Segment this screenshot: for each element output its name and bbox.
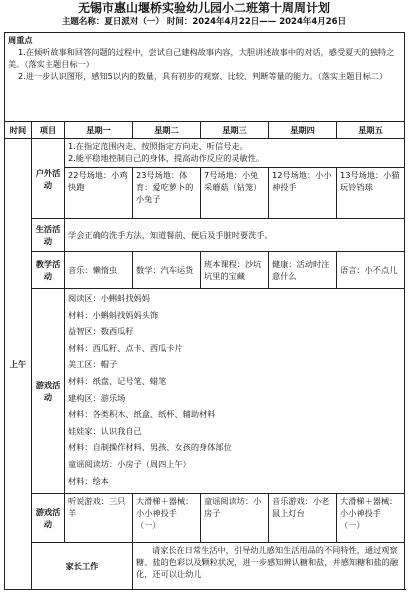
col-item: 项目 bbox=[32, 122, 65, 139]
game2-fri: 大滑梯＋器械：小小神投手（一） bbox=[337, 494, 405, 543]
outdoor-wed: 7号场地：小兔采蘑菇（钻笼） bbox=[201, 168, 269, 219]
teaching-thu: 健康：活动时注意什么 bbox=[269, 252, 337, 289]
family-label: 家长工作 bbox=[32, 543, 133, 590]
game-line: 童谣阅读坊：小房子（周四上午） bbox=[68, 458, 191, 469]
col-day-mon: 星期一 bbox=[65, 122, 133, 139]
col-time: 时间 bbox=[5, 122, 32, 139]
life-text: 学会正确的洗手方法，知道餐前、便后及手脏时要洗手。 bbox=[65, 219, 405, 252]
game-line: 娃娃家：认识我自己 bbox=[68, 425, 142, 436]
col-day-fri: 星期五 bbox=[337, 122, 405, 139]
teaching-fri: 语言：小不点儿 bbox=[337, 252, 405, 289]
morning-label: 上午 bbox=[5, 139, 32, 590]
game-line: 益智区：数西瓜籽 bbox=[68, 326, 134, 337]
col-day-wed: 星期三 bbox=[201, 122, 269, 139]
outdoor-thu: 12号场地：小小神投手 bbox=[269, 168, 337, 219]
outdoor-goals-row bbox=[5, 139, 405, 168]
focus-label: 周重点 bbox=[8, 35, 33, 45]
game2-label: 游戏活动 bbox=[32, 494, 65, 543]
game-line: 材料：绘本 bbox=[68, 475, 109, 486]
family-row bbox=[5, 543, 405, 590]
game2-wed: 童谣阅读坊：小房子 bbox=[201, 494, 269, 543]
col-day-thu: 星期四 bbox=[269, 122, 337, 139]
game-line: 建构区：游乐场 bbox=[68, 392, 126, 403]
game-row bbox=[5, 289, 405, 494]
teaching-mon: 音乐：懒惰虫 bbox=[65, 252, 133, 289]
outdoor-tue: 23号场地：体育：爱吃萝卜的小兔子 bbox=[133, 168, 201, 219]
game-line: 材料：自制操作材料、男孩、女孩的身体部位 bbox=[68, 442, 232, 453]
game2-thu: 音乐游戏：小老鼠上灯台 bbox=[269, 494, 337, 543]
game2-mon: 听说游戏：三只羊 bbox=[65, 494, 133, 543]
game-label: 游戏活动 bbox=[32, 289, 65, 494]
teaching-row bbox=[5, 252, 405, 289]
outdoor-fri: 13号场地：小猫玩铃铛球 bbox=[337, 168, 405, 219]
page-subtitle: 主题名称：夏日派对（一） 时间：2024年4月22日—— 2024年4月26日 bbox=[61, 17, 347, 27]
outdoor-label: 户外活动 bbox=[32, 139, 65, 219]
game-line: 美工区：帽子 bbox=[68, 359, 118, 370]
focus-line-2: 2.进一步认识图形，感知5以内的数量，具有初步的观察、比较、判断等量的能力。（落实主题目标二） bbox=[18, 71, 388, 81]
life-label: 生活活动 bbox=[32, 219, 65, 252]
life-row bbox=[5, 219, 405, 252]
teaching-wed: 班本课程：沙坑坑里的宝藏 bbox=[201, 252, 269, 289]
game2-row bbox=[5, 494, 405, 543]
plan-table bbox=[4, 32, 405, 590]
col-day-tue: 星期二 bbox=[133, 122, 201, 139]
game2-tue: 大滑梯＋器械：小小神投手（一） bbox=[133, 494, 201, 543]
outdoor-days-row bbox=[5, 168, 405, 219]
teaching-label: 教学活动 bbox=[32, 252, 65, 289]
family-text: 请家长在日常生活中，引导幼儿感知生活用品的不同特性，通过观察糖、盐的色彩以及颗粒状况，进一步感知辨认糖和盐，并感知糖和盐的融化，还可以让幼儿 bbox=[133, 543, 405, 590]
outdoor-mon: 22号场地：小鸡快跑 bbox=[65, 168, 133, 219]
focus-line-1: 1.在倾听故事和回答问题的过程中，尝试自己建构故事内容，大胆讲述故事中的对话，感受夏天的独特之美。（落实主题目标一） bbox=[8, 47, 395, 69]
game-line: 材料：小蝌蚪找妈妈头饰 bbox=[68, 309, 159, 320]
focus-row bbox=[5, 33, 405, 122]
game-line: 材料：纸盘、记号笔、蜡笔 bbox=[68, 375, 167, 386]
page-title: 无锡市惠山堰桥实验幼儿园小二班第十周周计划 bbox=[77, 1, 330, 15]
teaching-tue: 数学：汽车运货 bbox=[133, 252, 201, 289]
outdoor-goal-1: 1.在指定范围内走、按照指定方向走、听信号走。 bbox=[68, 141, 248, 151]
game-line: 阅读区：小蝌蚪找妈妈 bbox=[68, 293, 150, 303]
game-line: 材料：各类积木、纸盒、纸杯、辅助材料 bbox=[68, 409, 216, 420]
game-line: 材料：西瓜籽、点卡、西瓜卡片 bbox=[68, 342, 183, 353]
header-row bbox=[5, 122, 405, 139]
outdoor-goal-2: 2.能平稳地控制自己的身体，提高动作反应的灵敏性。 bbox=[68, 153, 265, 163]
